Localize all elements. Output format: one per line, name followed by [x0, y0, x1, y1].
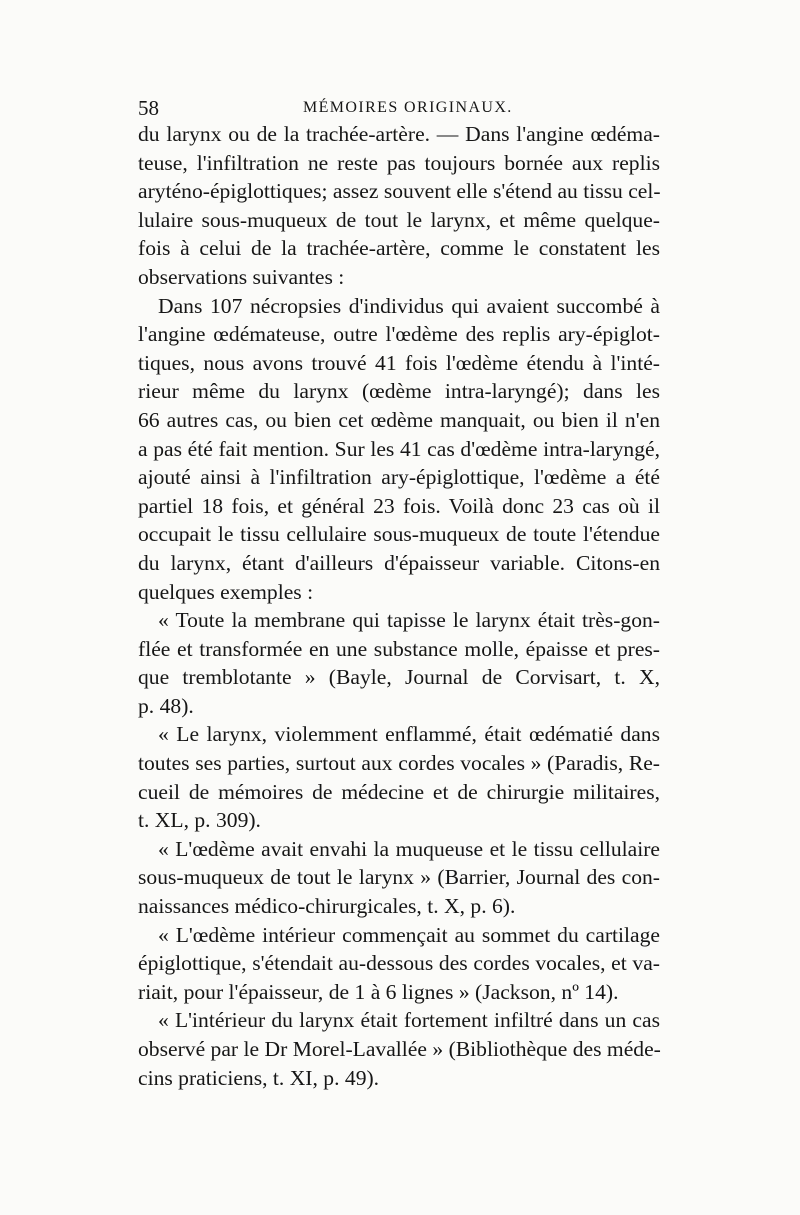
- text-line: sous-muqueux de tout le larynx » (Barrier, Journal des con-: [138, 865, 660, 890]
- text-line: cins praticiens, t. XI, p. 49).: [138, 1065, 380, 1090]
- text-line: que tremblotante » (Bayle, Journal de Corvisart, t. X,: [138, 665, 660, 690]
- text-line: a pas été fait mention. Sur les 41 cas d'œdème intra-laryngé,: [138, 436, 660, 461]
- text-line: 66 autres cas, ou bien cet œdème manquait, ou bien il n'en: [138, 407, 660, 432]
- page-number: 58: [138, 96, 159, 120]
- page-header: [138, 96, 660, 122]
- text-line: riait, pour l'épaisseur, de 1 à 6 lignes » (Jackson, nº 14).: [138, 979, 619, 1004]
- text-line: occupait le tissu cellulaire sous-muqueux de toute l'étendue: [138, 522, 660, 547]
- text-line: l'angine œdémateuse, outre l'œdème des replis ary-épiglot-: [138, 322, 660, 347]
- text-line: fois à celui de la trachée-artère, comme le constatent les: [138, 236, 660, 261]
- text-line: tiques, nous avons trouvé 41 fois l'œdème étendu à l'inté-: [138, 350, 660, 375]
- text-line: lulaire sous-muqueux de tout le larynx, et même quelque-: [138, 207, 660, 232]
- text-line: cueil de mémoires de médecine et de chirurgie militaires,: [138, 779, 660, 804]
- text-line: « L'œdème intérieur commençait au sommet du cartilage: [158, 922, 660, 947]
- text-line: « Le larynx, violemment enflammé, était œdématié dans: [158, 722, 660, 747]
- text-line: naissances médico-chirurgicales, t. X, p. 6).: [138, 894, 516, 919]
- text-line: observations suivantes :: [138, 264, 345, 289]
- text-line: « L'œdème avait envahi la muqueuse et le tissu cellulaire: [158, 836, 660, 861]
- text-line: « Toute la membrane qui tapisse le larynx était très-gon-: [158, 608, 660, 633]
- text-line: épiglottique, s'étendait au-dessous des cordes vocales, et va-: [138, 951, 660, 976]
- text-line: p. 48).: [138, 693, 194, 718]
- text-line: Dans 107 nécropsies d'individus qui avaient succombé à: [158, 293, 660, 318]
- text-line: quelques exemples :: [138, 579, 314, 604]
- body-text: [138, 120, 660, 1092]
- text-line: toutes ses parties, surtout aux cordes vocales » (Paradis, Re-: [138, 751, 660, 776]
- text-line: du larynx, étant d'ailleurs d'épaisseur variable. Citons-en: [138, 550, 660, 575]
- text-line: aryténo-épiglottiques; assez souvent elle s'étend au tissu cel-: [138, 179, 661, 204]
- text-line: rieur même du larynx (œdème intra-laryngé); dans les: [138, 379, 660, 404]
- text-line: du larynx ou de la trachée-artère. — Dans l'angine œdéma-: [138, 122, 660, 146]
- text-line: t. XL, p. 309).: [138, 808, 261, 833]
- text-line: « L'intérieur du larynx était fortement infiltré dans un cas: [158, 1008, 660, 1033]
- text-line: observé par le Dr Morel-Lavallée » (Bibliothèque des méde-: [138, 1037, 661, 1061]
- text-line: partiel 18 fois, et général 23 fois. Voilà donc 23 cas où il: [138, 493, 660, 518]
- running-head: MÉMOIRES ORIGINAUX.: [303, 99, 513, 116]
- text-line: flée et transformée en une substance molle, épaisse et pres-: [138, 636, 660, 661]
- text-line: teuse, l'infiltration ne reste pas toujours bornée aux replis: [138, 150, 660, 175]
- text-line: ajouté ainsi à l'infiltration ary-épiglottique, l'œdème a été: [138, 465, 660, 490]
